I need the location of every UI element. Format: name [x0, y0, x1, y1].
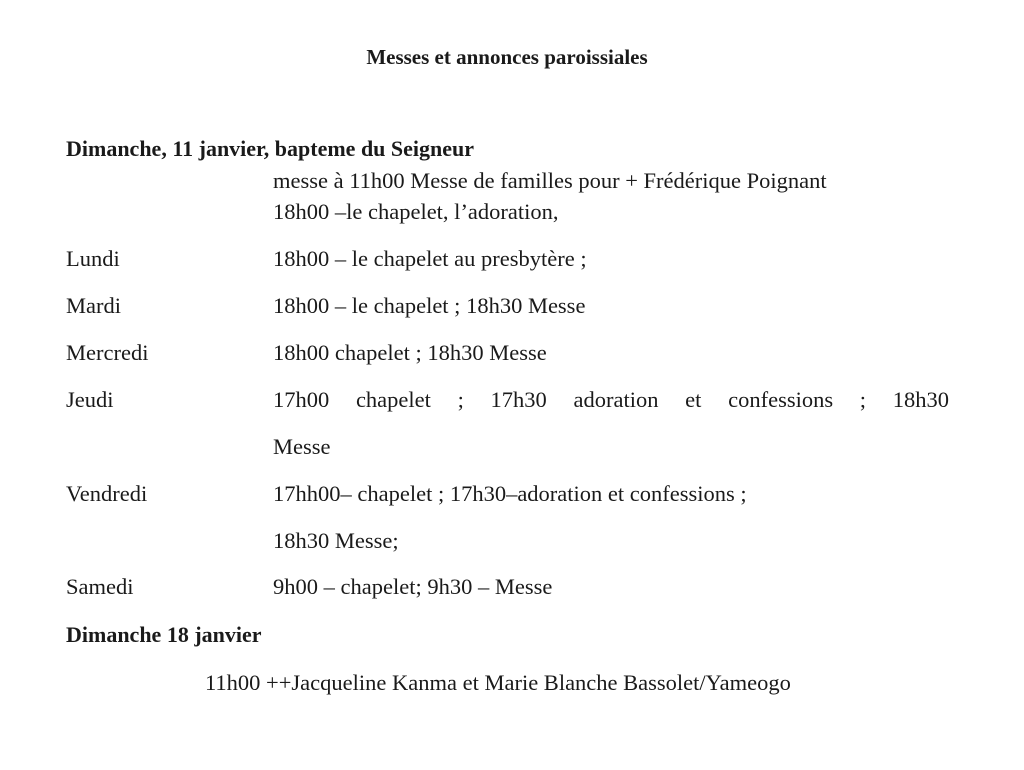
- day-label-vendredi: Vendredi: [66, 481, 148, 506]
- day-label-mardi: Mardi: [66, 293, 121, 318]
- day-schedule-jeudi-line-1: 17h00 chapelet ; 17h30 adoration et confessions ; 18h30: [273, 387, 949, 412]
- day-label-jeudi: Jeudi: [66, 387, 114, 412]
- day-schedule-mercredi: 18h00 chapelet ; 18h30 Messe: [273, 340, 547, 365]
- day-schedule-vendredi-line-2: 18h30 Messe;: [273, 528, 399, 553]
- day-schedule-vendredi-line-1: 17hh00– chapelet ; 17h30–adoration et confessions ;: [273, 481, 747, 506]
- day-schedule-lundi: 18h00 – le chapelet au presbytère ;: [273, 246, 587, 271]
- day-schedule-mardi: 18h00 – le chapelet ; 18h30 Messe: [273, 293, 586, 318]
- sunday-18-line: 11h00 ++Jacqueline Kanma et Marie Blanche Bassolet/Yameogo: [205, 670, 791, 695]
- day-label-mercredi: Mercredi: [66, 340, 149, 365]
- day-schedule-jeudi-line-2: Messe: [273, 434, 331, 459]
- page-title: Messes et annonces paroissiales: [366, 45, 648, 69]
- sunday-11-line-1: messe à 11h00 Messe de familles pour + Frédérique Poignant: [273, 168, 827, 193]
- sunday-11-heading: Dimanche, 11 janvier, bapteme du Seigneur: [66, 136, 475, 161]
- day-label-samedi: Samedi: [66, 574, 134, 599]
- day-schedule-samedi: 9h00 – chapelet; 9h30 – Messe: [273, 574, 553, 599]
- day-label-lundi: Lundi: [66, 246, 120, 271]
- sunday-18-heading: Dimanche 18 janvier: [66, 622, 262, 647]
- sunday-11-line-2: 18h00 –le chapelet, l’adoration,: [273, 199, 559, 224]
